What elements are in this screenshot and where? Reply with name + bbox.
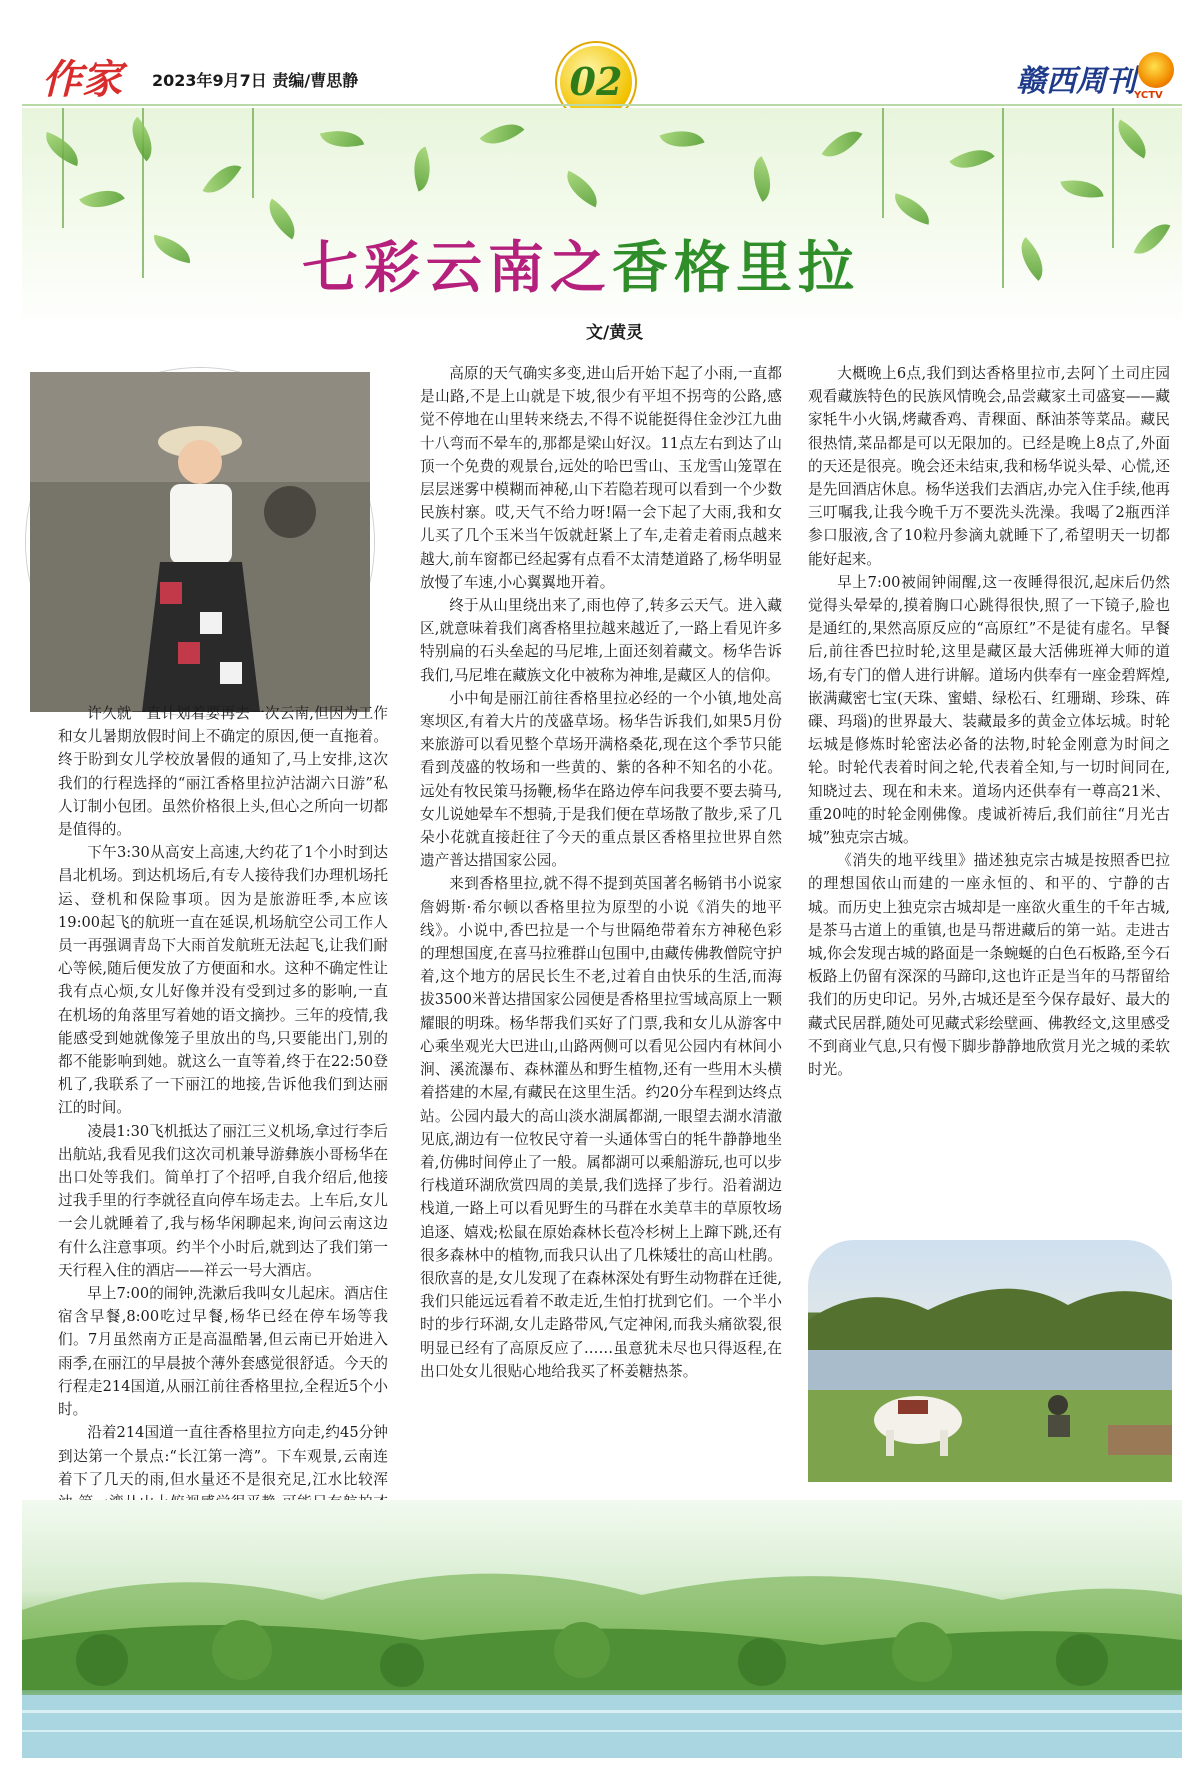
leaf-icon [79,179,125,218]
article-paragraph: 许久就一直计划着要再去一次云南,但因为工作和女儿暑期放假时间上不确定的原因,便一直拖着。终于盼到女儿学校放暑假的通知了,马上安排,这次我们的行程选择的“丽江香格里拉泸沽湖六日游”私人订制小包团。虽然价格很上头,但心之所向一切都是值得的。 [58,705,388,839]
article-column-3 [808,362,1170,1112]
green-landscape-icon [22,1500,1182,1758]
article-paragraph: 小中甸是丽江前往香格里拉必经的一个小镇,地处高寒坝区,有着大片的茂盛草场。杨华告诉我们,如果5月份来旅游可以看见整个草场开满格桑花,现在这个季节只能看到茂盛的牧场和一些黄的、紫的各种不知名的小花。远处有牧民策马扬鞭,杨华在路边停车问我要不要去骑马,女儿说她晕车不想骑,于是我们便在草场散了散步,采了几朵小花就直接赶往了今天的重点景区香格里拉世界自然遗产普达措国家公园。 [420,689,782,870]
leaf-icon [1010,237,1054,281]
newspaper-name: 赣西周刊 [1016,64,1136,99]
article-paragraph: 《消失的地平线里》描述独克宗古城是按照香巴拉的理想国依山而建的一座永恒的、和平的、宁静的古城。而历史上独克宗古城却是一座欲火重生的千年古城,是茶马古道上的重镇,也是马帮进藏后的第一站。走进古城,你会发现古城的路面是一条蜿蜒的白色石板路,至今石板路上仍留有深深的马蹄印,这也许正是当年的马帮留给我们的历史印记。另外,古城还是至今保存最好、最大的藏式民居群,随处可见藏式彩绘壁画、佛教经文,这里感受不到商业气息,只有慢下脚步静静地欣赏月光之城的柔软时光。 [808,852,1170,1079]
leaf-icon [150,235,193,264]
leaf-icon [320,123,364,155]
leaf-icon [659,122,704,156]
page-number: 02 [569,59,623,104]
byline: 文/黄灵 [586,323,644,343]
leaf-icon [405,146,439,191]
article-column-2 [420,362,782,1477]
article-paragraph: 沿着214国道一直往香格里拉方向走,约45分钟到达第一个景点:“长江第一湾”。下车观景,云南连着下了几天的雨,但水量还不是很充足,江水比较浑 [58,1424,388,1488]
leaf-icon [121,117,164,162]
logo-text: YCTV [1134,90,1163,101]
article-paragraph: 凌晨1:30飞机抵达了丽江三义机场,拿过行李后出航站,我看见我们这次司机兼导游彝族小哥杨华在出口处等我们。简单打了个招呼,自我介绍后,他接过我手里的行李就径直向停车场走去。上车后,女儿一会儿就睡着了,我与杨华闲聊起来,询问云南这边有什么注意事项。约半个小时后,就到达了我们第一天行程入住的酒店——祥云一号大酒店。 [58,1122,388,1279]
article-paragraph: 下午3:30从高安上高速,大约花了1个小时到达昌北机场。到达机场后,有专人接待我们办理机场托运、登机和保险事项。因为是旅游旺季,本应该19:00起飞的航班一直在延误,机场航空公司工作人员一再强调青岛下大雨首发航班无法起飞,让我们耐心等候,随后便发放了方便面和水。这种不确定性让我有点心烦,女儿好像并没有受到过多的影响,一直在机场的角落里写着她的语文摘抄。三年的疫情,我能感受到她就像笼子里放出的鸟,只要能出门,别的都不能影响到她。就这么一直等着,终于在22:50登机了,我联系了一下丽江的地接,告诉他我们到达丽江的时间。 [58,844,388,1117]
leaf-icon [949,139,994,180]
yak-lake-scene-icon [808,1240,1172,1482]
leaf-icon [559,171,605,208]
leaf-icon [890,193,934,225]
title-part2: 香格里拉 [612,235,860,301]
article-column-1 [58,702,388,1488]
section-name: 作家 [42,56,122,103]
article-paragraph: 大概晚上6点,我们到达香格里拉市,去阿丫土司庄园观看藏族特色的民族风情晚会,品尝藏家土司盛宴——藏家牦牛小火锅,烤藏香鸡、青稞面、酥油茶等菜品。藏民很热情,菜品都是可以无限加的。已经是晚上8点了,外面的天还是很亮。晚会还未结束,我和杨华说头晕、心慌,还是先回酒店休息。杨华送我们去酒店,办完入住手续,他再三叮嘱我,让我今晚千万不要洗头洗澡。我喝了2瓶西洋参口服液,含了10粒丹参滴丸就睡下了,希望明天一切都能好起来。 [808,365,1170,568]
footer-landscape [22,1500,1182,1758]
portrait-photo [26,368,374,716]
leaf-icon [822,121,863,166]
article-title [302,224,860,304]
leaf-icon [259,199,304,240]
page-header [0,0,1203,104]
article-paragraph: 早上7:00的闹钟,洗漱后我叫女儿起床。酒店住宿含早餐,8:00吃过早餐,杨华已经在停车场等我们。7月虽然南方正是高温酷暑,但云南已开始进入雨季,在丽江的早晨披个薄外套感觉很舒适。今天的行程走214国道,从丽江前往香格里拉,全程近5个小时。 [58,1285,388,1419]
leaf-icon [480,113,525,156]
article-paragraph: 终于从山里绕出来了,雨也停了,转多云天气。进入藏区,就意味着我们离香格里拉越来越近了,一路上看见许多特别扁的石头垒起的马尼堆,上面还刻着藏文。杨华告诉我们,马尼堆在藏族文化中被称为神堆,是藏区人的信仰。 [420,597,782,684]
leaf-icon [1109,119,1155,158]
article-paragraph: 来到香格里拉,就不得不提到英国著名畅销书小说家詹姆斯·希尔顿以香格里拉为原型的小说《消失的地平线》。小说中,香巴拉是一个与世隔绝带着东方神秘色彩的理想国度,在喜马拉雅群山包围中,由藏传佛教僧院守护着,这个地方的居民长生不老,过着自由快乐的生活,而海拔3500米普达措国家公园便是香格里拉雪域高原上一颗耀眼的明珠。杨华帮我们买好了门票,我和女儿从游客中心乘坐观光大巴进山,山路两侧可以看见公园内有林间小涧、溪流瀑布、森林灌丛和野生植物,还有一些用木头横着搭建的木屋,有藏民在这里生活。约20分车程到达终点站。公园内最大的高山淡水湖属都湖,一眼望去湖水清澈见底,湖边有一位牧民守着一头通体雪白的牦牛静静地坐着,仿佛时间停止了一般。属都湖可以乘船游玩,也可以步行栈道环湖欣赏四周的美景,我们选择了步行。沿着湖边栈道,一路上可以看见野生的马群在水美草丰的草原牧场追逐、嬉戏;松鼠在原始森林长苞冷杉树上上蹿下跳,还有很多森林中的植物,而我只认出了几株矮壮的高山杜鹃。很欣喜的是,女儿发现了在森林深处有野生动物群在迁徙,我们只能远远看着不敢走近,生怕打扰到它们。一个半小时的步行环湖,女儿走路带风,气定神闲,而我头痛欲裂,很明显已经有了高原反应了……虽意犹未尽也只得返程,在出口处女儿很贴心地给我买了杯姜糖热茶。 [420,875,782,1380]
leaf-icon [202,156,241,202]
leaf-icon [1060,175,1103,204]
article-paragraph: 高原的天气确实多变,进山后开始下起了小雨,一直都是山路,不是上山就是下坡,很少有平坦不拐弯的公路,感觉不停地在山里转来绕去,不得不说能挺得住金沙江九曲十八弯而不晕车的,那都是梁山好汉。11点左右到达了山顶一个免费的观景台,远处的哈巴雪山、玉龙雪山笼罩在层层迷雾中模糊而神秘,山下若隐若现可以看到一个少数民族村寨。哎,天气不给力呀!隔一会下起了大雨,我和女儿买了几个玉米当午饭就赶紧上了车,走着走着雨点越来越大,前车窗都已经起雾有点看不太清楚道路了,杨华明显放慢了车速,小心翼翼地开着。 [420,365,782,591]
header-divider [22,104,1182,106]
leaf-icon [1134,216,1171,262]
leaf-icon [742,156,781,202]
title-part1: 七彩云南之 [302,235,612,301]
article-paragraph: 早上7:00被闹钟闹醒,这一夜睡得很沉,起床后仍然觉得头晕晕的,摸着胸口心跳得很快,照了一下镜子,脸也是通红的,果然高原反应的“高原红”不是徒有虚名。早餐后,前往香巴拉时轮,这里是藏区最大活佛班禅大师的道场,有专门的僧人进行讲解。道场内供奉有一座金碧辉煌,嵌满藏密七宝(天珠、蜜蜡、绿松石、红珊瑚、珍珠、砗磲、玛瑙)的世界最大、装藏最多的黄金立体坛城。时轮坛城是修炼时轮密法必备的法物,时轮金刚意为时间之轮。时轮代表着时间之轮,代表着全知,与一切时间同在,知晓过去、现在和未来。道场内还供奉有一尊高21米、重20吨的时轮金刚佛像。虔诚祈祷后,我们前往“月光古城”独克宗古城。 [808,573,1170,847]
lake-yak-photo [808,1240,1172,1482]
tv-logo-icon [1138,52,1174,88]
woman-portrait-icon [30,372,370,712]
date-editor: 2023年9月7日 责编/曹思静 [152,71,359,90]
